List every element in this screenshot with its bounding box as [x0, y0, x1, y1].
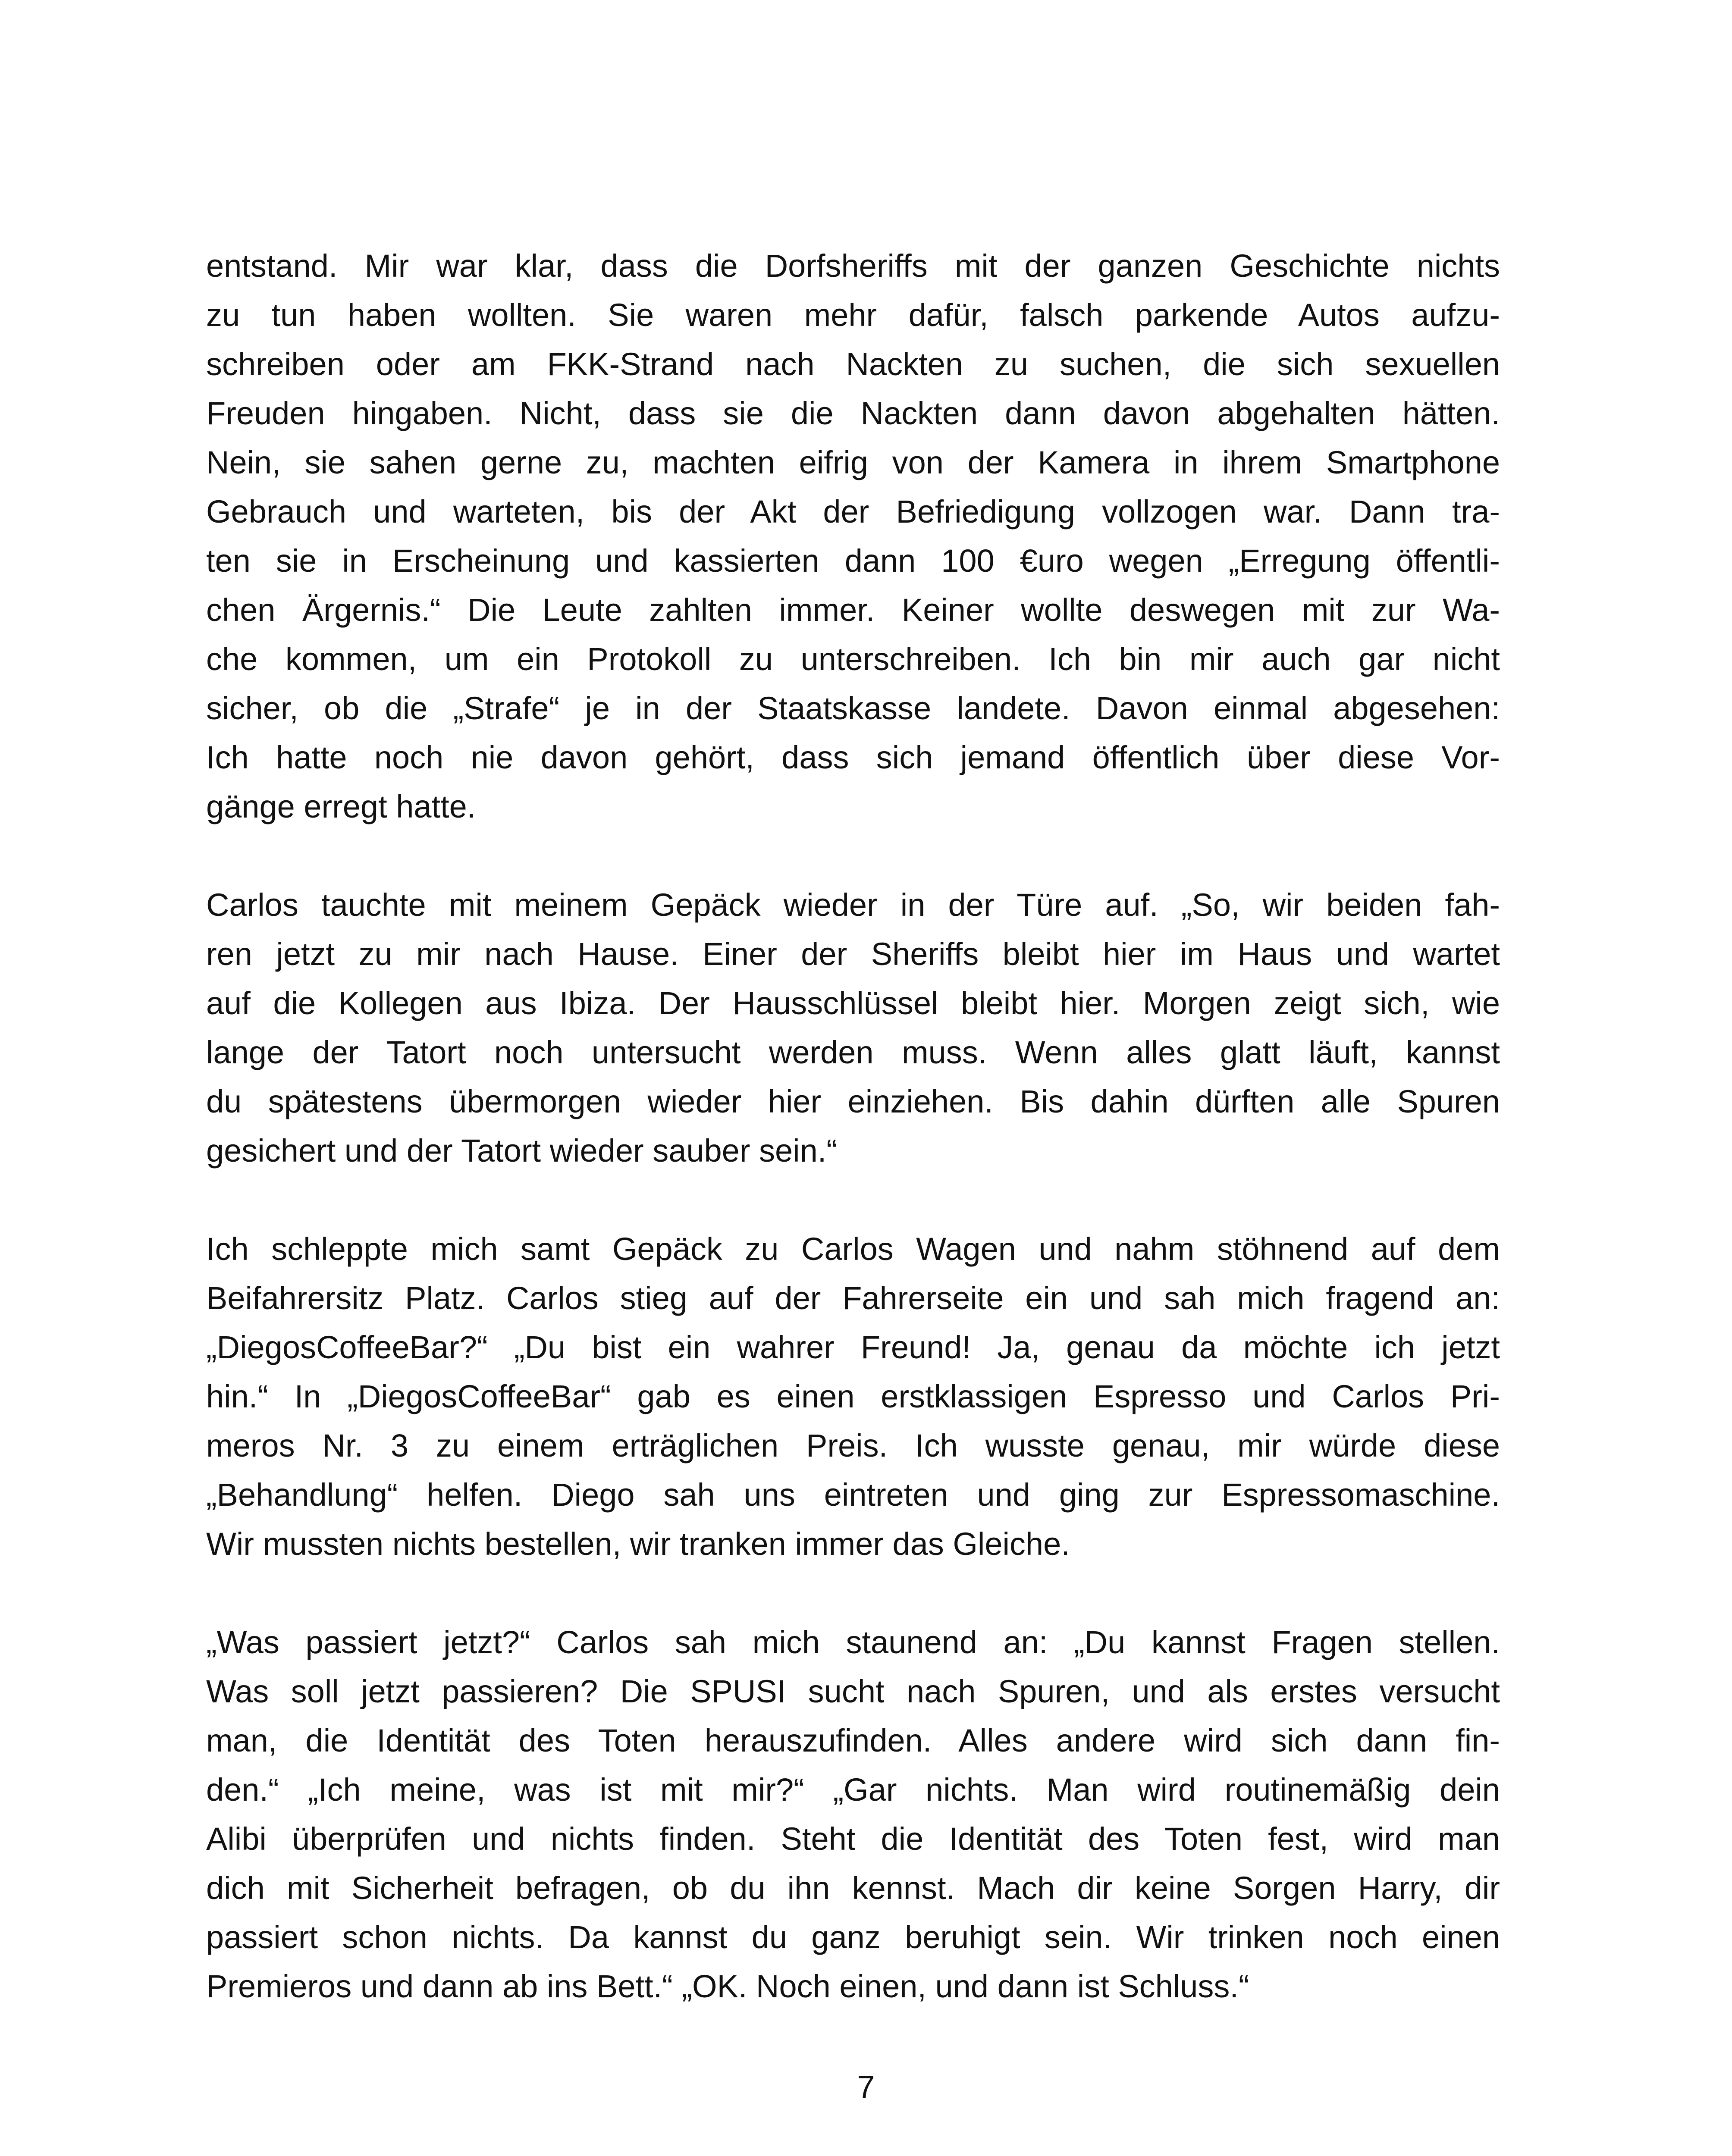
text-line: Gebrauch und warteten, bis der Akt der Befriedigung vollzogen war. Dann tra- — [206, 494, 1500, 530]
paragraph — [206, 241, 1500, 831]
text-line: auf die Kollegen aus Ibiza. Der Hausschlüssel bleibt hier. Morgen zeigt sich, wie — [206, 985, 1500, 1021]
text-line: man, die Identität des Toten herauszufinden. Alles andere wird sich dann fin- — [206, 1723, 1500, 1758]
paragraph — [206, 1225, 1500, 1569]
page-number: 7 — [857, 2069, 875, 2105]
paragraph — [206, 881, 1500, 1175]
text-line: den.“ „Ich meine, was ist mit mir?“ „Gar nichts. Man wird routinemäßig dein — [206, 1772, 1500, 1808]
text-line: zu tun haben wollten. Sie waren mehr dafür, falsch parkende Autos aufzu- — [206, 297, 1500, 333]
text-line: Nein, sie sahen gerne zu, machten eifrig von der Kamera in ihrem Smartphone — [206, 445, 1500, 480]
text-line: lange der Tatort noch untersucht werden muss. Wenn alles glatt läuft, kannst — [206, 1034, 1500, 1070]
paragraph — [206, 1618, 1500, 2011]
text-line: Carlos tauchte mit meinem Gepäck wieder in der Türe auf. „So, wir beiden fah- — [206, 887, 1500, 923]
text-line: Ich schleppte mich samt Gepäck zu Carlos Wagen und nahm stöhnend auf dem — [206, 1231, 1500, 1267]
text-line: Was soll jetzt passieren? Die SPUSI sucht nach Spuren, und als erstes versucht — [206, 1673, 1500, 1709]
text-line: che kommen, um ein Protokoll zu unterschreiben. Ich bin mir auch gar nicht — [206, 641, 1500, 677]
text-line: ren jetzt zu mir nach Hause. Einer der Sheriffs bleibt hier im Haus und wartet — [206, 936, 1500, 972]
text-line: ten sie in Erscheinung und kassierten dann 100 €uro wegen „Erregung öffentli- — [206, 543, 1500, 579]
text-line: gesichert und der Tatort wieder sauber sein.“ — [206, 1133, 837, 1169]
text-line: passiert schon nichts. Da kannst du ganz beruhigt sein. Wir trinken noch einen — [206, 1919, 1500, 1955]
text-line: hin.“ In „DiegosCoffeeBar“ gab es einen erstklassigen Espresso und Carlos Pri- — [206, 1379, 1500, 1414]
text-line: du spätestens übermorgen wieder hier einziehen. Bis dahin dürften alle Spuren — [206, 1084, 1500, 1119]
text-line: Premieros und dann ab ins Bett.“ „OK. Noch einen, und dann ist Schluss.“ — [206, 1968, 1249, 2004]
text-line: schreiben oder am FKK-Strand nach Nackten zu suchen, die sich sexuellen — [206, 346, 1500, 382]
text-line: Alibi überprüfen und nichts finden. Steht die Identität des Toten fest, wird man — [206, 1821, 1500, 1857]
page-body — [206, 241, 1500, 2060]
text-line: „Behandlung“ helfen. Diego sah uns eintreten und ging zur Espressomaschine. — [206, 1477, 1500, 1513]
text-line: „Was passiert jetzt?“ Carlos sah mich staunend an: „Du kannst Fragen stellen. — [206, 1624, 1500, 1660]
text-line: Freuden hingaben. Nicht, dass sie die Nackten dann davon abgehalten hätten. — [206, 395, 1500, 431]
text-line: Ich hatte noch nie davon gehört, dass sich jemand öffentlich über diese Vor- — [206, 740, 1500, 775]
text-line: dich mit Sicherheit befragen, ob du ihn kennst. Mach dir keine Sorgen Harry, dir — [206, 1870, 1500, 1906]
text-line: „DiegosCoffeeBar?“ „Du bist ein wahrer Freund! Ja, genau da möchte ich jetzt — [206, 1329, 1500, 1365]
text-line: gänge erregt hatte. — [206, 789, 476, 824]
text-line: sicher, ob die „Strafe“ je in der Staatskasse landete. Davon einmal abgesehen: — [206, 690, 1500, 726]
text-line: meros Nr. 3 zu einem erträglichen Preis. Ich wusste genau, mir würde diese — [206, 1428, 1500, 1463]
text-line: entstand. Mir war klar, dass die Dorfsheriffs mit der ganzen Geschichte nichts — [206, 248, 1500, 284]
text-line: Wir mussten nichts bestellen, wir tranken immer das Gleiche. — [206, 1526, 1070, 1562]
text-line: Beifahrersitz Platz. Carlos stieg auf der Fahrerseite ein und sah mich fragend an: — [206, 1280, 1500, 1316]
text-line: chen Ärgernis.“ Die Leute zahlten immer. Keiner wollte deswegen mit zur Wa- — [206, 592, 1500, 628]
